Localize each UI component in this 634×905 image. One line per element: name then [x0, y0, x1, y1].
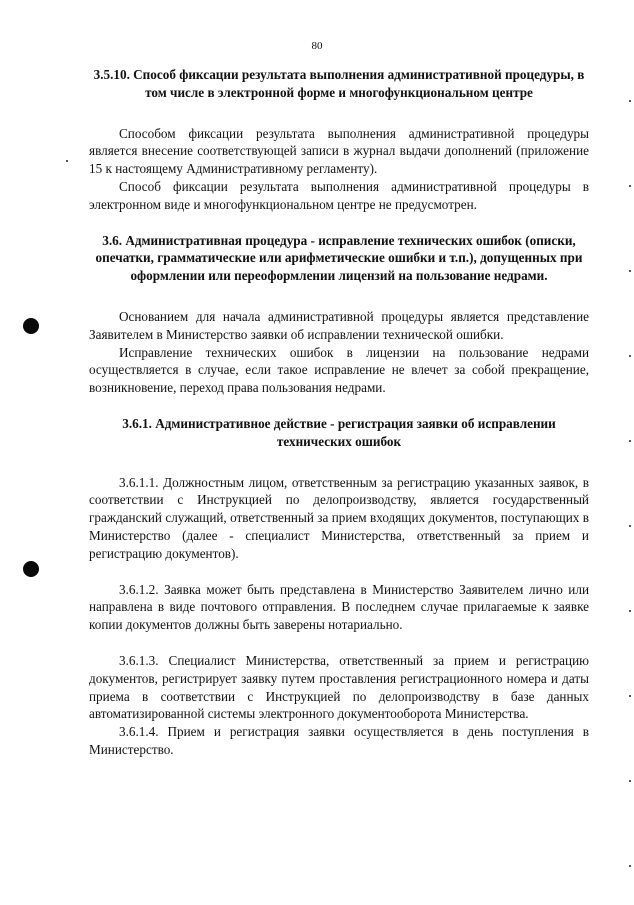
punch-hole-bottom — [23, 561, 39, 577]
section-heading-3-6-1: 3.6.1. Административное действие - регистрация заявки об исправлении технических ошибок — [122, 415, 556, 449]
paragraph: Исправление технических ошибок в лицензии на пользование недрами осуществляется в случае, если такое исправление не влечет за собой прекращение, возникновение, переход права пользования недрами. — [89, 344, 589, 396]
edge-mark — [66, 160, 68, 162]
edge-mark — [629, 440, 631, 442]
edge-mark — [629, 695, 631, 697]
paragraph: 3.6.1.3. Специалист Министерства, ответственный за прием и регистрацию документов, регистрирует заявку путем проставления регистрационного номера и даты приема в соответствии с Инструкцией по делопроизводству в базе данных автоматизированной системы электронного документооборота Министерства. — [89, 652, 589, 722]
edge-mark — [629, 865, 631, 867]
page-number: 80 — [311, 40, 323, 52]
edge-mark — [629, 610, 631, 612]
paragraph: 3.6.1.2. Заявка может быть представлена в Министерство Заявителем лично или направлена в виде почтового отправления. В последнем случае прилагаемые к заявке копии документов должны быть заверены нотариально. — [89, 581, 589, 633]
edge-mark — [629, 100, 631, 102]
punch-hole-top — [23, 318, 39, 334]
section-heading-3-6: 3.6. Административная процедура - исправление технических ошибок (описки, опечатки, грамматические или арифметические ошибки и т.п.), допущенных при оформлении или переоформлении лицензий на пользование недрами. — [95, 232, 583, 284]
paragraph: 3.6.1.4. Прием и регистрация заявки осуществляется в день поступления в Министерство. — [89, 724, 589, 757]
paragraph: Способ фиксации результата выполнения административной процедуры в электронном виде и многофункциональном центре не предусмотрен. — [89, 178, 589, 212]
edge-mark — [629, 355, 631, 357]
edge-mark — [629, 270, 631, 272]
paragraph: Способом фиксации результата выполнения административной процедуры является внесение соответствующей записи в журнал выдачи дополнений (приложение 15 к настоящему Административному регламенту). — [89, 125, 589, 177]
section-heading-3-5-10: 3.5.10. Способ фиксации результата выполнения административной процедуры, в том числе в электронной форме и многофункциональном центре — [93, 67, 585, 100]
edge-mark — [629, 780, 631, 782]
paragraph: Основанием для начала административной процедуры является представление Заявителем в Министерство заявки об исправлении технической ошибки. — [89, 308, 589, 342]
edge-mark — [629, 525, 631, 527]
paragraph: 3.6.1.1. Должностным лицом, ответственным за регистрацию указанных заявок, в соответствии с Инструкцией по делопроизводству, является государственный гражданский служащий, ответственный за прием входящих документов, поступающих в Министерство (далее - специалист Министерства, ответственный за прием и регистрацию документов). — [89, 474, 589, 561]
edge-mark — [629, 185, 631, 187]
document-body — [89, 66, 589, 759]
